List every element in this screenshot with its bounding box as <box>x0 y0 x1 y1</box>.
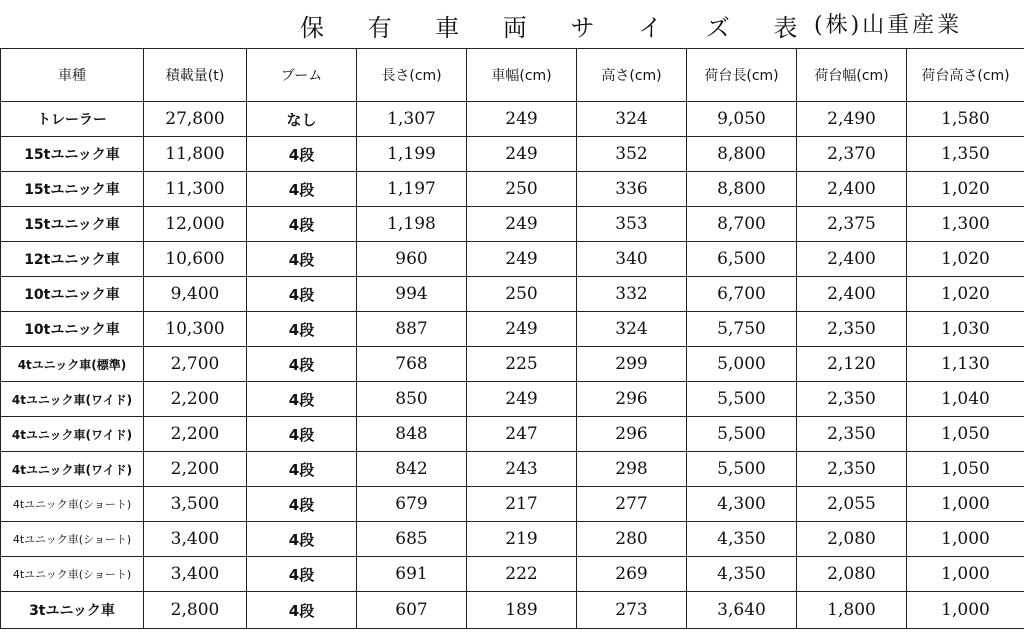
bed-length-cell: 8,800 <box>687 172 797 207</box>
boom-cell: 4段 <box>247 312 357 347</box>
width-cell: 249 <box>467 207 577 242</box>
boom-cell: 4段 <box>247 557 357 592</box>
capacity-cell: 11,300 <box>144 172 247 207</box>
table-row <box>1 347 1024 382</box>
bed-length-cell: 6,700 <box>687 277 797 312</box>
bed-height-cell: 1,580 <box>907 102 1024 137</box>
length-cell: 607 <box>357 592 467 629</box>
bed-length-cell: 5,750 <box>687 312 797 347</box>
height-cell: 296 <box>577 382 687 417</box>
bed-width-cell: 2,080 <box>797 557 907 592</box>
table-row <box>1 452 1024 487</box>
boom-cell: 4段 <box>247 487 357 522</box>
capacity-cell: 2,200 <box>144 452 247 487</box>
table-row <box>1 172 1024 207</box>
bed-length-cell: 5,500 <box>687 382 797 417</box>
document-title: 保 有 車 両 サ イ ズ 表 <box>300 14 816 42</box>
bed-length-cell: 8,800 <box>687 137 797 172</box>
bed-width-cell: 2,375 <box>797 207 907 242</box>
column-header: 車種 <box>1 49 144 102</box>
vehicle-type-cell: 10tユニック車 <box>1 312 144 347</box>
boom-cell: 4段 <box>247 592 357 629</box>
bed-height-cell: 1,000 <box>907 522 1024 557</box>
width-cell: 249 <box>467 312 577 347</box>
vehicle-type-cell: トレーラー <box>1 102 144 137</box>
length-cell: 768 <box>357 347 467 382</box>
title-row <box>0 0 1024 48</box>
table-row <box>1 102 1024 137</box>
width-cell: 219 <box>467 522 577 557</box>
bed-width-cell: 2,350 <box>797 312 907 347</box>
bed-height-cell: 1,300 <box>907 207 1024 242</box>
company-name: (株)山重産業 <box>814 13 963 38</box>
width-cell: 249 <box>467 102 577 137</box>
table-row <box>1 522 1024 557</box>
length-cell: 850 <box>357 382 467 417</box>
boom-cell: 4段 <box>247 347 357 382</box>
bed-width-cell: 2,490 <box>797 102 907 137</box>
vehicle-type-cell: 12tユニック車 <box>1 242 144 277</box>
width-cell: 243 <box>467 452 577 487</box>
width-cell: 222 <box>467 557 577 592</box>
width-cell: 249 <box>467 382 577 417</box>
bed-width-cell: 2,350 <box>797 417 907 452</box>
boom-cell: 4段 <box>247 382 357 417</box>
bed-height-cell: 1,030 <box>907 312 1024 347</box>
capacity-cell: 2,200 <box>144 382 247 417</box>
bed-width-cell: 2,350 <box>797 452 907 487</box>
vehicle-type-cell: 4tユニック車(ワイド) <box>1 452 144 487</box>
width-cell: 249 <box>467 242 577 277</box>
vehicle-type-cell: 4tユニック車(ショート) <box>1 522 144 557</box>
boom-cell: 4段 <box>247 242 357 277</box>
bed-height-cell: 1,050 <box>907 417 1024 452</box>
bed-length-cell: 3,640 <box>687 592 797 629</box>
vehicle-type-cell: 4tユニック車(標準) <box>1 347 144 382</box>
bed-height-cell: 1,000 <box>907 557 1024 592</box>
bed-length-cell: 5,000 <box>687 347 797 382</box>
capacity-cell: 12,000 <box>144 207 247 242</box>
table-row <box>1 137 1024 172</box>
height-cell: 353 <box>577 207 687 242</box>
width-cell: 247 <box>467 417 577 452</box>
boom-cell: 4段 <box>247 452 357 487</box>
boom-cell: 4段 <box>247 172 357 207</box>
length-cell: 1,197 <box>357 172 467 207</box>
bed-width-cell: 2,370 <box>797 137 907 172</box>
table-row <box>1 277 1024 312</box>
width-cell: 249 <box>467 137 577 172</box>
bed-height-cell: 1,020 <box>907 277 1024 312</box>
bed-width-cell: 2,120 <box>797 347 907 382</box>
capacity-cell: 10,600 <box>144 242 247 277</box>
capacity-cell: 2,200 <box>144 417 247 452</box>
length-cell: 1,198 <box>357 207 467 242</box>
vehicle-type-cell: 15tユニック車 <box>1 172 144 207</box>
bed-width-cell: 2,055 <box>797 487 907 522</box>
width-cell: 217 <box>467 487 577 522</box>
table-row <box>1 417 1024 452</box>
bed-width-cell: 2,400 <box>797 242 907 277</box>
column-header: 車幅(cm) <box>467 49 577 102</box>
length-cell: 848 <box>357 417 467 452</box>
bed-length-cell: 5,500 <box>687 417 797 452</box>
table-row <box>1 557 1024 592</box>
height-cell: 352 <box>577 137 687 172</box>
column-header: 荷台幅(cm) <box>797 49 907 102</box>
bed-height-cell: 1,040 <box>907 382 1024 417</box>
capacity-cell: 2,800 <box>144 592 247 629</box>
width-cell: 250 <box>467 277 577 312</box>
table-row <box>1 382 1024 417</box>
table-row <box>1 312 1024 347</box>
length-cell: 887 <box>357 312 467 347</box>
width-cell: 250 <box>467 172 577 207</box>
height-cell: 299 <box>577 347 687 382</box>
length-cell: 679 <box>357 487 467 522</box>
bed-width-cell: 2,080 <box>797 522 907 557</box>
vehicle-type-cell: 4tユニック車(ショート) <box>1 487 144 522</box>
bed-width-cell: 2,350 <box>797 382 907 417</box>
table-row <box>1 242 1024 277</box>
capacity-cell: 11,800 <box>144 137 247 172</box>
capacity-cell: 2,700 <box>144 347 247 382</box>
bed-width-cell: 2,400 <box>797 172 907 207</box>
vehicle-type-cell: 10tユニック車 <box>1 277 144 312</box>
vehicle-type-cell: 3tユニック車 <box>1 592 144 629</box>
bed-length-cell: 9,050 <box>687 102 797 137</box>
height-cell: 296 <box>577 417 687 452</box>
bed-height-cell: 1,350 <box>907 137 1024 172</box>
width-cell: 225 <box>467 347 577 382</box>
column-header: 長さ(cm) <box>357 49 467 102</box>
capacity-cell: 27,800 <box>144 102 247 137</box>
capacity-cell: 3,400 <box>144 522 247 557</box>
bed-length-cell: 4,300 <box>687 487 797 522</box>
column-header: 荷台長(cm) <box>687 49 797 102</box>
bed-height-cell: 1,020 <box>907 242 1024 277</box>
length-cell: 960 <box>357 242 467 277</box>
bed-length-cell: 8,700 <box>687 207 797 242</box>
capacity-cell: 10,300 <box>144 312 247 347</box>
capacity-cell: 9,400 <box>144 277 247 312</box>
height-cell: 277 <box>577 487 687 522</box>
column-header: ブーム <box>247 49 357 102</box>
capacity-cell: 3,500 <box>144 487 247 522</box>
column-header: 高さ(cm) <box>577 49 687 102</box>
height-cell: 298 <box>577 452 687 487</box>
length-cell: 691 <box>357 557 467 592</box>
vehicle-type-cell: 4tユニック車(ショート) <box>1 557 144 592</box>
length-cell: 994 <box>357 277 467 312</box>
bed-height-cell: 1,000 <box>907 487 1024 522</box>
table-body <box>1 102 1024 629</box>
height-cell: 324 <box>577 312 687 347</box>
height-cell: 340 <box>577 242 687 277</box>
bed-length-cell: 5,500 <box>687 452 797 487</box>
width-cell: 189 <box>467 592 577 629</box>
table-row <box>1 487 1024 522</box>
boom-cell: なし <box>247 102 357 137</box>
height-cell: 332 <box>577 277 687 312</box>
vehicle-type-cell: 4tユニック車(ワイド) <box>1 382 144 417</box>
bed-height-cell: 1,020 <box>907 172 1024 207</box>
height-cell: 324 <box>577 102 687 137</box>
bed-width-cell: 1,800 <box>797 592 907 629</box>
vehicle-size-table <box>0 48 1024 629</box>
vehicle-type-cell: 4tユニック車(ワイド) <box>1 417 144 452</box>
vehicle-type-cell: 15tユニック車 <box>1 137 144 172</box>
length-cell: 1,199 <box>357 137 467 172</box>
header-row <box>1 49 1024 102</box>
length-cell: 842 <box>357 452 467 487</box>
boom-cell: 4段 <box>247 277 357 312</box>
boom-cell: 4段 <box>247 417 357 452</box>
height-cell: 269 <box>577 557 687 592</box>
bed-length-cell: 4,350 <box>687 557 797 592</box>
bed-height-cell: 1,000 <box>907 592 1024 629</box>
bed-height-cell: 1,130 <box>907 347 1024 382</box>
table-row <box>1 592 1024 629</box>
bed-length-cell: 6,500 <box>687 242 797 277</box>
bed-height-cell: 1,050 <box>907 452 1024 487</box>
boom-cell: 4段 <box>247 207 357 242</box>
column-header: 積載量(t) <box>144 49 247 102</box>
bed-length-cell: 4,350 <box>687 522 797 557</box>
vehicle-type-cell: 15tユニック車 <box>1 207 144 242</box>
table-row <box>1 207 1024 242</box>
length-cell: 1,307 <box>357 102 467 137</box>
boom-cell: 4段 <box>247 522 357 557</box>
boom-cell: 4段 <box>247 137 357 172</box>
length-cell: 685 <box>357 522 467 557</box>
height-cell: 280 <box>577 522 687 557</box>
column-header: 荷台高さ(cm) <box>907 49 1024 102</box>
height-cell: 273 <box>577 592 687 629</box>
capacity-cell: 3,400 <box>144 557 247 592</box>
bed-width-cell: 2,400 <box>797 277 907 312</box>
height-cell: 336 <box>577 172 687 207</box>
